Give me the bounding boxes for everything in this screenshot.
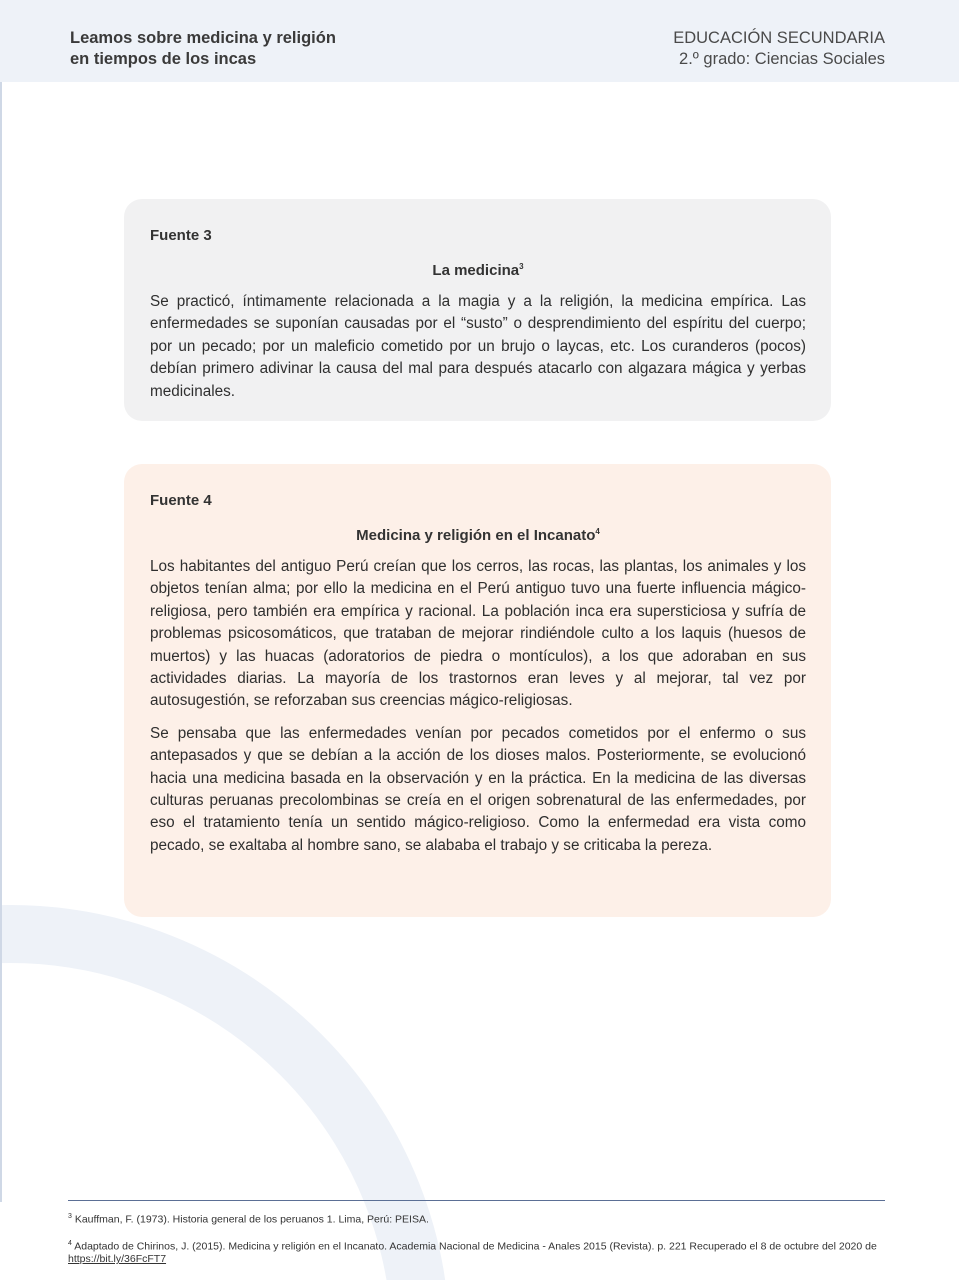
footnote-text: Adaptado de Chirinos, J. (2015). Medicina y religión en el Incanato. Academia Nacional de Medicina - Anales 2015 (Revista). p. 221 Recuperado el 8 de octubre del 2020 de [71,1240,877,1252]
source-title [150,523,806,545]
footnote-marker: 3 [519,262,524,271]
source-paragraph: Se practicó, íntimamente relacionada a la magia y a la religión, la medicina empírica. Las enfermedades se suponían causadas por el “susto” o desprendimiento del espíritu del cuerpo; por un pecado; por un maleficio cometido por un brujo o laycas, etc. Los curanderos (pocos) debían primero adivinar la causa del mal para después atacarlo con algazara mágica y yerbas medicinales. [150,293,806,400]
source-paragraph: Los habitantes del antiguo Perú creían que los cerros, las rocas, las plantas, los animales y los objetos tenían alma; por ello la medicina en el Perú antiguo tuvo una fuerte influencia mágico-religiosa, pero también era empírica y racional. La población inca era supersticiosa y sufría de problemas psicosomáticos, que trataban de mejorar rindiéndole culto a los laquis (huesos de muertos) y las huacas (adoratorios de piedra o montículos), a los que adoraban en sus actividades diarias. La mayoría de los trastornos eran leves y al mejorar, tal vez por autosugestión, se reforzaban sus creencias mágico-religiosas. [150,558,806,710]
education-level: EDUCACIÓN SECUNDARIA [673,29,885,47]
footnote-number: 3 [68,1213,72,1220]
source-label: Fuente 4 [150,492,212,509]
footnotes [68,1200,885,1276]
footnote-4 [68,1237,885,1267]
source-title-text: Medicina y religión en el Incanato [356,527,596,544]
course-info [673,28,885,70]
document-title-line-2: en tiempos de los incas [70,50,257,68]
source-title-text: La medicina [432,262,520,279]
page-header [0,0,959,82]
document-title-line-1: Leamos sobre medicina y religión [70,29,336,47]
source-link[interactable]: https://bit.ly/36FcFT7 [68,1253,167,1265]
footnote-marker: 4 [595,527,600,536]
source-title [150,258,806,280]
page-edge [0,82,2,1202]
source-label: Fuente 3 [150,227,212,244]
source-4-card [124,464,831,917]
source-3-card [124,199,831,421]
source-paragraph: Se pensaba que las enfermedades venían por pecados cometidos por el enfermo o sus antepasados y que se debían a la acción de los dioses malos. Posteriormente, se evolucionó hacia una medicina basada en la observación y en la práctica. En la medicina de las diversas culturas peruanas precolombinas se creía en el origen sobrenatural de las enfermedades, por eso el tratamiento tenía un sentido mágico-religioso. Como la enfermedad era vista como pecado, se exaltaba al hombre sano, se alababa el trabajo y se criticaba la pereza. [150,724,806,854]
document-title [70,28,336,70]
grade-subject: 2.º grado: Ciencias Sociales [679,50,885,68]
footnote-text: Kauffman, F. (1973). Historia general de los peruanos 1. Lima, Perú: PEISA. [71,1213,429,1226]
footnote-3 [68,1210,885,1227]
footnote-number: 4 [68,1239,72,1247]
